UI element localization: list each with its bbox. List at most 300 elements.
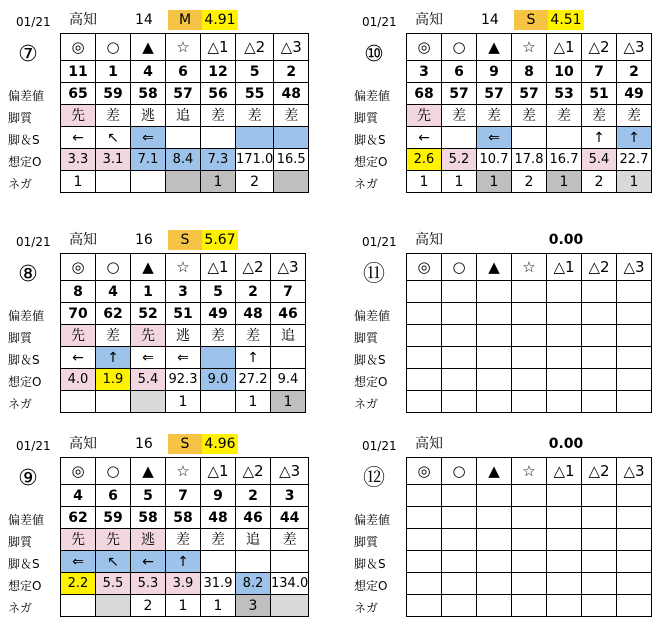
grid-cell: 3.1: [96, 149, 131, 171]
grid-cell: 2: [131, 595, 166, 617]
grid-cell: [547, 303, 582, 325]
prediction-grid: [406, 457, 652, 617]
grid-cell: 48: [201, 507, 236, 529]
grid-cell: ◎: [61, 254, 96, 281]
race-venue: 高知: [415, 436, 443, 452]
grid-cell: 8.4: [166, 149, 201, 171]
grid-cell: 6: [442, 61, 477, 83]
grid-cell: [547, 595, 582, 617]
prediction-grid: [60, 253, 306, 413]
grid-cell: [442, 485, 477, 507]
grid-cell: [512, 573, 547, 595]
race-date: 01/21: [16, 235, 51, 249]
grid-cell: 5.5: [96, 573, 131, 595]
race-number: ⑩: [364, 42, 384, 67]
grid-cell: 3.3: [61, 149, 96, 171]
grid-cell: 4: [96, 281, 131, 303]
grid-cell: ▲: [131, 458, 166, 485]
grid-cell: 差: [96, 105, 131, 127]
grid-cell: [96, 391, 131, 413]
grid-cell: [407, 507, 442, 529]
grid-cell: [407, 303, 442, 325]
grid-cell: 差: [236, 325, 271, 347]
field-size: 14: [135, 12, 153, 28]
grid-cell: ⇐: [166, 347, 201, 369]
row-label: ネガ: [354, 397, 379, 411]
grid-cell: [547, 529, 582, 551]
grid-cell: [477, 595, 512, 617]
row-label: 想定O: [354, 579, 388, 593]
grid-cell: [477, 369, 512, 391]
grid-cell: [96, 595, 131, 617]
grid-cell: [407, 485, 442, 507]
grid-cell: △3: [274, 34, 309, 61]
prediction-grid: [406, 253, 652, 413]
race-score: 4.91: [202, 10, 238, 30]
race-date: 01/21: [362, 235, 397, 249]
grid-cell: 56: [201, 83, 236, 105]
grid-cell: 44: [271, 507, 309, 529]
grid-cell: [236, 127, 274, 149]
grid-cell: [61, 391, 96, 413]
grid-cell: 59: [96, 507, 131, 529]
grid-cell: △1: [547, 458, 582, 485]
row-label: 想定O: [354, 155, 388, 169]
race-venue: 高知: [69, 436, 97, 452]
grid-cell: [617, 529, 652, 551]
grid-cell: 62: [96, 303, 131, 325]
grid-cell: [442, 551, 477, 573]
grid-cell: 6: [96, 485, 131, 507]
grid-cell: 58: [131, 507, 166, 529]
grid-cell: 差: [96, 325, 131, 347]
field-size: 14: [481, 12, 499, 28]
grid-cell: ○: [442, 458, 477, 485]
grid-cell: [512, 529, 547, 551]
grid-cell: 4: [131, 61, 166, 83]
grid-cell: 57: [512, 83, 547, 105]
row-label: ネガ: [354, 601, 379, 615]
race-date: 01/21: [362, 15, 397, 29]
grid-cell: △3: [617, 254, 652, 281]
grid-cell: [582, 595, 617, 617]
grid-cell: 57: [442, 83, 477, 105]
grid-cell: 差: [477, 105, 512, 127]
grid-cell: 58: [131, 83, 166, 105]
grid-cell: 5.4: [131, 369, 166, 391]
grid-cell: ◎: [407, 34, 442, 61]
grid-cell: 1: [617, 171, 652, 193]
grid-cell: △1: [201, 34, 236, 61]
grid-cell: [617, 325, 652, 347]
row-label: ネガ: [8, 397, 33, 411]
row-label: 脚＆S: [354, 557, 386, 571]
grid-cell: [477, 551, 512, 573]
row-label: 脚質: [354, 111, 379, 125]
grid-cell: 7: [271, 281, 306, 303]
grid-cell: ▲: [477, 458, 512, 485]
grid-cell: 先: [407, 105, 442, 127]
race-venue: 高知: [69, 232, 97, 248]
race-number: ⑧: [18, 262, 38, 287]
row-label: 脚＆S: [8, 353, 40, 367]
row-label: 脚＆S: [354, 353, 386, 367]
grid-cell: △1: [201, 458, 236, 485]
grid-cell: [407, 281, 442, 303]
grid-cell: 52: [131, 303, 166, 325]
grid-cell: 逃: [131, 105, 166, 127]
grid-cell: 48: [236, 303, 271, 325]
race-venue: 高知: [415, 12, 443, 28]
grid-cell: 4.0: [61, 369, 96, 391]
grid-cell: 追: [271, 325, 306, 347]
grid-cell: [582, 347, 617, 369]
grid-cell: 先: [96, 529, 131, 551]
grid-cell: [512, 507, 547, 529]
grid-cell: △2: [582, 254, 617, 281]
grid-cell: 134.0: [271, 573, 309, 595]
grid-cell: 5.4: [582, 149, 617, 171]
race-header: [4, 432, 324, 457]
grid-cell: 7: [582, 61, 617, 83]
grid-cell: 2: [274, 61, 309, 83]
grid-cell: [442, 347, 477, 369]
row-label: 脚質: [354, 331, 379, 345]
grid-cell: 2: [582, 171, 617, 193]
race-header: [350, 432, 670, 457]
grid-cell: 2: [236, 281, 271, 303]
grid-cell: 先: [61, 325, 96, 347]
grid-cell: 9: [477, 61, 512, 83]
grid-cell: [582, 369, 617, 391]
grid-cell: 62: [61, 507, 96, 529]
grid-cell: △1: [201, 254, 236, 281]
grid-cell: [407, 325, 442, 347]
grid-cell: 8: [512, 61, 547, 83]
grid-cell: ←: [407, 127, 442, 149]
grid-cell: 1: [166, 391, 201, 413]
grid-cell: [442, 127, 477, 149]
grid-cell: 1: [477, 171, 512, 193]
grid-cell: 68: [407, 83, 442, 105]
grid-cell: 51: [166, 303, 201, 325]
grid-cell: ↑: [96, 347, 131, 369]
row-label: 脚質: [8, 111, 33, 125]
row-label: ネガ: [8, 601, 33, 615]
grid-cell: ◎: [407, 458, 442, 485]
grid-cell: ☆: [512, 254, 547, 281]
grid-cell: [617, 281, 652, 303]
grid-cell: [512, 391, 547, 413]
grid-cell: 57: [166, 83, 201, 105]
race-panel: [4, 432, 324, 638]
grid-cell: 差: [442, 105, 477, 127]
grid-cell: 1: [236, 391, 271, 413]
grid-cell: ○: [442, 34, 477, 61]
grid-cell: 92.3: [166, 369, 201, 391]
grid-cell: △2: [236, 254, 271, 281]
grid-cell: [271, 347, 306, 369]
grid-cell: [477, 347, 512, 369]
grid-cell: 4: [61, 485, 96, 507]
grid-cell: 差: [547, 105, 582, 127]
grid-cell: [442, 325, 477, 347]
grid-cell: [274, 171, 309, 193]
grid-cell: 3: [166, 281, 201, 303]
grid-cell: ↑: [236, 347, 271, 369]
grid-cell: 5: [236, 61, 274, 83]
race-grade-badge: S: [168, 230, 202, 250]
grid-cell: [407, 551, 442, 573]
race-venue: 高知: [69, 12, 97, 28]
grid-cell: [582, 485, 617, 507]
grid-cell: 59: [96, 83, 131, 105]
grid-cell: [547, 347, 582, 369]
grid-cell: [271, 551, 309, 573]
grid-cell: 22.7: [617, 149, 652, 171]
race-date: 01/21: [16, 439, 51, 453]
race-number: ⑦: [18, 42, 38, 67]
grid-cell: 57: [477, 83, 512, 105]
grid-cell: [547, 573, 582, 595]
race-venue: 高知: [415, 232, 443, 248]
grid-cell: 6: [166, 61, 201, 83]
grid-cell: △1: [547, 254, 582, 281]
grid-cell: 差: [582, 105, 617, 127]
grid-cell: 1: [547, 171, 582, 193]
grid-cell: 31.9: [201, 573, 236, 595]
grid-cell: [582, 303, 617, 325]
race-score: 4.51: [548, 10, 584, 30]
grid-cell: ⇐: [477, 127, 512, 149]
grid-cell: 2: [617, 61, 652, 83]
grid-cell: ○: [96, 458, 131, 485]
row-label: 想定O: [8, 375, 42, 389]
grid-cell: [582, 391, 617, 413]
grid-cell: 53: [547, 83, 582, 105]
grid-cell: 27.2: [236, 369, 271, 391]
grid-cell: ⇐: [61, 551, 96, 573]
grid-cell: [236, 551, 271, 573]
race-header: [4, 228, 324, 253]
race-number: ⑪: [362, 262, 385, 287]
grid-cell: 7: [166, 485, 201, 507]
grid-cell: 1: [407, 171, 442, 193]
grid-cell: 2: [512, 171, 547, 193]
grid-cell: [617, 391, 652, 413]
grid-cell: 逃: [166, 325, 201, 347]
grid-cell: ◎: [61, 34, 96, 61]
row-label: 脚質: [8, 331, 33, 345]
grid-cell: 差: [271, 529, 309, 551]
grid-cell: [547, 369, 582, 391]
race-date: 01/21: [362, 439, 397, 453]
grid-cell: 逃: [131, 529, 166, 551]
race-grade-badge: S: [514, 10, 548, 30]
race-panel: [4, 228, 324, 434]
grid-cell: ◎: [61, 458, 96, 485]
grid-cell: 3: [236, 595, 271, 617]
grid-cell: 48: [274, 83, 309, 105]
race-header: [4, 8, 324, 33]
grid-cell: 追: [166, 105, 201, 127]
grid-cell: 5: [131, 485, 166, 507]
grid-cell: 差: [201, 325, 236, 347]
race-panel: [4, 8, 324, 214]
grid-cell: ☆: [166, 458, 201, 485]
prediction-grid: [60, 33, 309, 193]
grid-cell: [407, 573, 442, 595]
grid-cell: [617, 573, 652, 595]
grid-cell: 追: [236, 529, 271, 551]
grid-cell: [512, 369, 547, 391]
grid-cell: △3: [271, 458, 309, 485]
grid-cell: [617, 595, 652, 617]
grid-cell: 1: [271, 391, 306, 413]
grid-cell: △1: [547, 34, 582, 61]
row-label: 偏差値: [8, 309, 45, 323]
grid-cell: [582, 281, 617, 303]
grid-cell: [271, 595, 309, 617]
row-label: 偏差値: [354, 89, 391, 103]
grid-cell: 1: [201, 171, 236, 193]
race-header: [350, 8, 670, 33]
grid-cell: 5.3: [131, 573, 166, 595]
grid-cell: 先: [61, 529, 96, 551]
grid-cell: 差: [201, 105, 236, 127]
grid-cell: [442, 595, 477, 617]
grid-cell: 49: [617, 83, 652, 105]
grid-cell: [617, 303, 652, 325]
grid-cell: [407, 595, 442, 617]
grid-cell: △3: [617, 34, 652, 61]
grid-cell: [201, 391, 236, 413]
race-grade-badge: S: [168, 434, 202, 454]
grid-cell: 3.9: [166, 573, 201, 595]
grid-cell: [201, 347, 236, 369]
grid-cell: ◎: [407, 254, 442, 281]
grid-cell: 差: [617, 105, 652, 127]
grid-cell: [131, 391, 166, 413]
grid-cell: 5.2: [442, 149, 477, 171]
row-label: 偏差値: [8, 513, 45, 527]
grid-cell: [407, 369, 442, 391]
grid-cell: 3: [407, 61, 442, 83]
grid-cell: ☆: [512, 34, 547, 61]
grid-cell: 7.1: [131, 149, 166, 171]
grid-cell: ☆: [166, 254, 201, 281]
grid-cell: [512, 281, 547, 303]
grid-cell: [477, 303, 512, 325]
grid-cell: △3: [617, 458, 652, 485]
grid-cell: [582, 529, 617, 551]
grid-cell: [617, 507, 652, 529]
grid-cell: 差: [201, 529, 236, 551]
row-label: ネガ: [354, 177, 379, 191]
grid-cell: 8: [61, 281, 96, 303]
grid-cell: [166, 171, 201, 193]
grid-cell: [274, 127, 309, 149]
grid-cell: [547, 551, 582, 573]
grid-cell: [477, 325, 512, 347]
grid-cell: [547, 127, 582, 149]
grid-cell: 16.7: [547, 149, 582, 171]
grid-cell: [96, 171, 131, 193]
grid-cell: 9.4: [271, 369, 306, 391]
race-score: 4.96: [202, 434, 238, 454]
grid-cell: [617, 369, 652, 391]
grid-cell: [407, 347, 442, 369]
grid-cell: 55: [236, 83, 274, 105]
grid-cell: [582, 507, 617, 529]
grid-cell: [547, 325, 582, 347]
grid-cell: [512, 485, 547, 507]
grid-cell: [407, 391, 442, 413]
grid-cell: [547, 485, 582, 507]
grid-cell: [201, 551, 236, 573]
row-label: 想定O: [8, 579, 42, 593]
grid-cell: [547, 281, 582, 303]
grid-cell: [582, 325, 617, 347]
grid-cell: 差: [512, 105, 547, 127]
grid-cell: ⇐: [131, 347, 166, 369]
row-label: 脚＆S: [8, 133, 40, 147]
grid-cell: [512, 127, 547, 149]
grid-cell: ↖: [96, 551, 131, 573]
grid-cell: [477, 573, 512, 595]
grid-cell: ▲: [477, 254, 512, 281]
grid-cell: 16.5: [274, 149, 309, 171]
grid-cell: [582, 551, 617, 573]
grid-cell: [201, 127, 236, 149]
grid-cell: [442, 507, 477, 529]
grid-cell: ○: [442, 254, 477, 281]
race-date: 01/21: [16, 15, 51, 29]
prediction-grid: [406, 33, 652, 193]
grid-cell: 1: [61, 171, 96, 193]
grid-cell: [512, 551, 547, 573]
grid-cell: 9.0: [201, 369, 236, 391]
grid-cell: 1: [131, 281, 166, 303]
race-panel: [350, 228, 670, 434]
grid-cell: ↑: [582, 127, 617, 149]
grid-cell: [407, 529, 442, 551]
grid-cell: [477, 529, 512, 551]
grid-cell: 先: [131, 325, 166, 347]
grid-cell: [477, 485, 512, 507]
grid-cell: [131, 171, 166, 193]
grid-cell: [512, 595, 547, 617]
grid-cell: [442, 391, 477, 413]
grid-cell: ○: [96, 254, 131, 281]
row-label: 偏差値: [354, 309, 391, 323]
grid-cell: ▲: [477, 34, 512, 61]
grid-cell: 12: [201, 61, 236, 83]
grid-cell: ↖: [96, 127, 131, 149]
field-size: 16: [135, 232, 153, 248]
race-panel: [350, 8, 670, 214]
grid-cell: ▲: [131, 254, 166, 281]
grid-cell: ⇐: [131, 127, 166, 149]
race-grade-badge: M: [168, 10, 202, 30]
grid-cell: 差: [166, 529, 201, 551]
race-score: 0.00: [548, 436, 584, 452]
grid-cell: [547, 391, 582, 413]
grid-cell: [442, 573, 477, 595]
race-number: ⑨: [18, 466, 38, 491]
grid-cell: ←: [61, 347, 96, 369]
grid-cell: △2: [236, 34, 274, 61]
